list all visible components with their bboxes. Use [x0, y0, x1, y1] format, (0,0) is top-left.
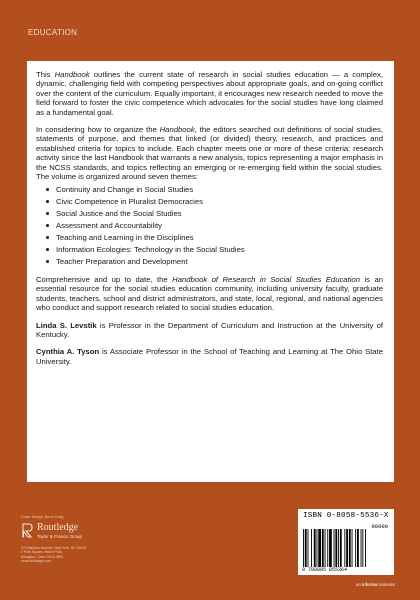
barcode-stripe: [346, 529, 348, 567]
address-line: 2 Park Square, Milton Park,: [21, 550, 63, 555]
full-book-title: Handbook of Research in Social Studies Education: [172, 274, 360, 284]
barcode-stripe: [311, 529, 312, 567]
barcode-stripe: [362, 529, 363, 567]
editor-bio: Linda S. Levstik is Professor in the Department of Curriculum and Instruction at the University of Kentucky.: [36, 320, 383, 339]
publisher-name: Routledge: [37, 522, 79, 533]
theme-item: Social Justice and the Social Studies: [46, 209, 383, 218]
price-code: 90000: [371, 523, 388, 530]
barcode-stripe: [352, 529, 353, 567]
editor-name: Linda S. Levstik: [36, 320, 97, 330]
theme-item: Teacher Preparation and Development: [46, 257, 383, 266]
barcode-stripe: [327, 529, 328, 567]
informa-brand: informa: [361, 582, 378, 587]
barcode-stripe: [335, 529, 337, 567]
barcode-stripe: [355, 529, 356, 567]
handbook-title: Handbook: [159, 125, 195, 135]
address-line: www.routledge.com: [21, 559, 51, 564]
theme-item: Assessment and Accountability: [46, 221, 383, 230]
ean-number: 9 780805 855364: [302, 567, 348, 573]
informa-tag: an informa business: [356, 582, 395, 587]
theme-item: Information Ecologies: Technology in the Social Studies: [46, 245, 383, 254]
barcode-stripe: [308, 529, 309, 567]
themes-list: [36, 185, 383, 266]
barcode-stripe: [322, 529, 324, 567]
cover-design-credit: Cover Design: Kevin Craig: [21, 515, 64, 519]
handbook-title: Handbook: [54, 70, 90, 79]
barcode-stripe: [303, 529, 304, 567]
barcode-bars: [303, 529, 389, 567]
barcode-stripe: [334, 529, 335, 567]
intro-paragraph: This Handbook outlines the current state of research in social studies education — a complex, dynamic, challenging field with competing perspectives about appropriate goals, and on-going conflict over the content of the curriculum. Equally important, it encourages new research needed to move the field forward to foster the civic competence which advocates for the social studies have long claimed as a fundamental goal.: [36, 70, 383, 117]
address-line: 270 Madison Avenue, New York, NY 10016: [21, 546, 86, 550]
audience-paragraph: Comprehensive and up to date, the Handbook of Research in Social Studies Education is an essential resource for the social studies education community, including university faculty, graduate students, teachers, school and district administrators, and state, local, regional, and national agencies who conduct and support research related to social studies education.: [36, 274, 383, 313]
barcode-stripe: [305, 529, 307, 567]
organization-paragraph: In considering how to organize the Handbook, the editors searched out definitions of social studies, statements of purpose, and themes that linked (or divided) theory, research, and practices and established criteria for topics to include. Each chapter meets one or more of these criteria: research activity since the last Handbook that warrants a new analysis, topics representing a major emphasis in the NCSS standards, and topics reflecting an emerging or re-emerging field within the social studies. The volume is organized around seven themes:: [36, 125, 383, 182]
editor-bio: Cynthia A. Tyson is Associate Professor in the School of Teaching and Learning at The Ohio State University.: [36, 347, 383, 366]
barcode-stripe: [318, 529, 321, 567]
barcode-stripe: [338, 529, 339, 567]
routledge-logo-icon: [21, 523, 33, 538]
publisher-address: [21, 546, 101, 564]
publisher-logo: [21, 522, 121, 542]
barcode-stripe: [314, 529, 316, 567]
theme-item: Teaching and Learning in the Disciplines: [46, 233, 383, 242]
barcode-panel: [298, 509, 394, 575]
theme-item: Continuity and Change in Social Studies: [46, 185, 383, 194]
barcode-stripe: [329, 529, 332, 567]
theme-item: Civic Competence in Pluralist Democracies: [46, 197, 383, 206]
barcode-stripe: [349, 529, 351, 567]
address-line: Abingdon, Oxon OX14 4RN: [21, 554, 63, 559]
barcode-stripe: [365, 529, 366, 567]
barcode-stripe: [361, 529, 362, 567]
barcode-stripe: [325, 529, 326, 567]
barcode-stripe: [340, 529, 342, 567]
barcode-stripe: [344, 529, 345, 567]
publisher-group: Taylor & Francis Group: [37, 534, 82, 539]
description-panel: [27, 61, 394, 482]
barcode-stripe: [357, 529, 359, 567]
barcode-stripe: [317, 529, 318, 567]
category-label: EDUCATION: [28, 28, 78, 37]
editor-name: Cynthia A. Tyson: [36, 347, 100, 357]
isbn-label: ISBN 0-8058-5536-X: [303, 512, 389, 520]
